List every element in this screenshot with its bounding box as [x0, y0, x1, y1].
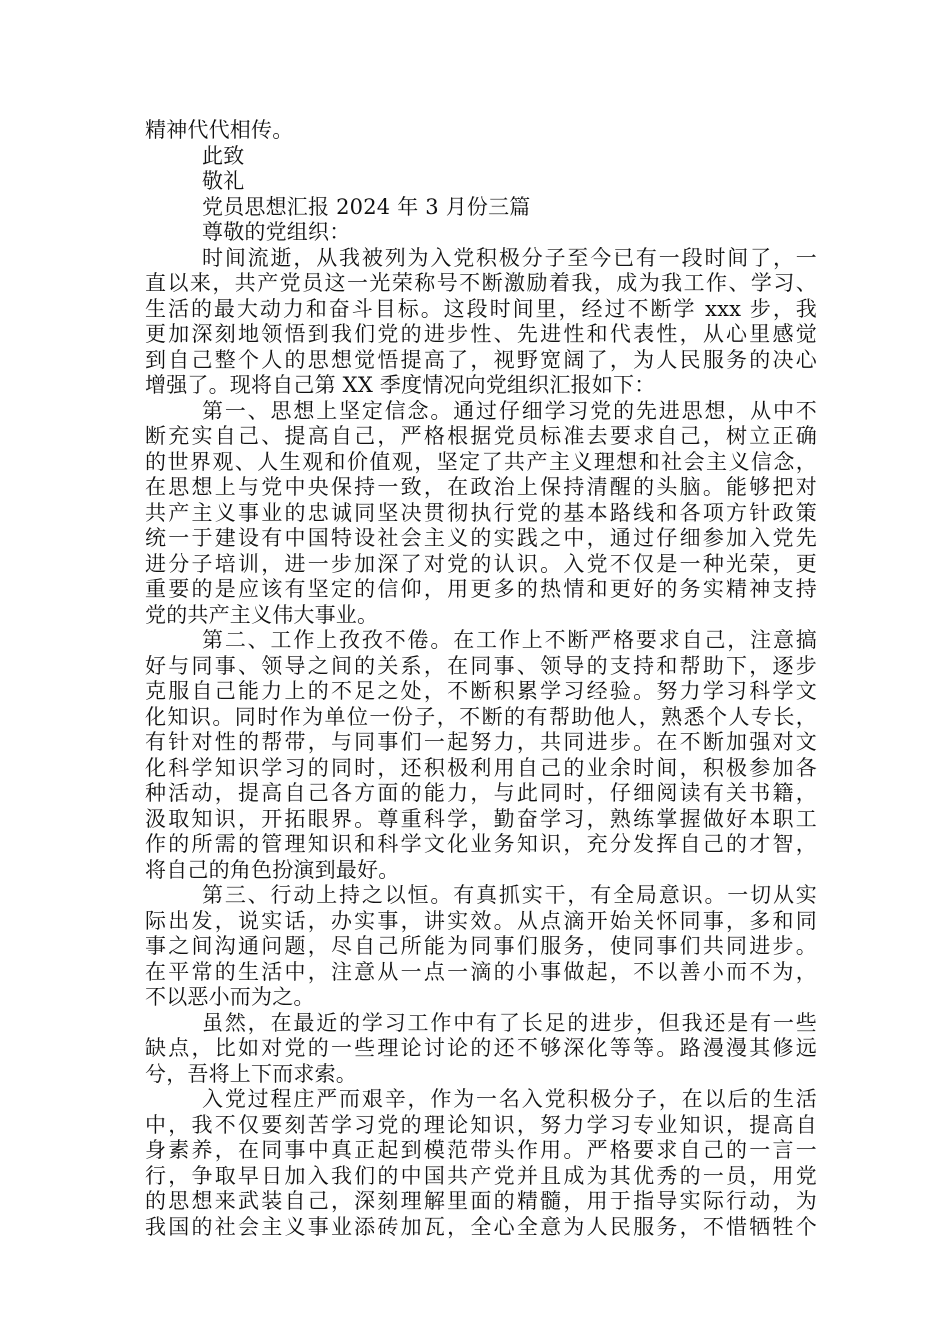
- text-line: 到自己整个人的思想觉悟提高了，视野宽阔了，为人民服务的决心: [145, 347, 817, 372]
- text-line: 第一、思想上坚定信念。通过仔细学习党的先进思想，从中不: [202, 398, 817, 423]
- text-line: 化科学知识学习的同时，还积极利用自己的业余时间，积极参加各: [145, 755, 817, 780]
- text-line: 身素养，在同事中真正起到模范带头作用。严格要求自己的一言一: [145, 1138, 817, 1162]
- document-page: [145, 118, 817, 1240]
- text-line: 种活动，提高自己各方面的能力，与此同时，仔细阅读有关书籍，: [145, 781, 817, 805]
- text-line: 际出发，说实话，办实事，讲实效。从点滴开始关怀同事，多和同: [145, 908, 817, 933]
- text-line: 更加深刻地领悟到我们党的进步性、先进性和代表性，从心里感觉: [145, 322, 817, 346]
- text-line: 的世界观、人生观和价值观，坚定了共产主义理想和社会主义信念，: [145, 449, 817, 474]
- text-line: 缺点，比如对党的一些理论讨论的还不够深化等等。路漫漫其修远: [145, 1036, 817, 1060]
- text-line: 统一于建设有中国特设社会主义的实践之中，通过仔细参加入党先: [145, 526, 817, 550]
- text-line: 党员思想汇报 2024 年 3 月份三篇: [202, 194, 531, 219]
- text-line: 中，我不仅要刻苦学习党的理论知识，努力学习专业知识，提高自: [145, 1112, 817, 1137]
- text-line: 在思想上与党中央保持一致，在政治上保持清醒的头脑。能够把对: [145, 475, 817, 499]
- text-line: 化知识。同时作为单位一份子，不断的有帮助他人，熟悉个人专长，: [145, 704, 817, 729]
- text-line: 时间流逝，从我被列为入党积极分子至今已有一段时间了，一: [202, 245, 817, 270]
- text-line: 汲取知识，开拓眼界。尊重科学，勤奋学习，熟练掌握做好本职工: [145, 806, 817, 831]
- text-line: 直以来，共产党员这一光荣称号不断激励着我，成为我工作、学习、: [145, 271, 817, 295]
- text-line: 此致: [202, 143, 245, 168]
- text-line: 断充实自己、提高自己，严格根据党员标准去要求自己，树立正确: [145, 424, 817, 448]
- text-line: 将自己的角色扮演到最好。: [145, 857, 400, 882]
- text-line: 敬礼: [202, 169, 245, 193]
- text-line: 不以恶小而为之。: [145, 985, 315, 1009]
- text-line: 尊敬的党组织：: [202, 220, 351, 244]
- text-line: 党的共产主义伟大事业。: [145, 602, 379, 627]
- text-line: 兮，吾将上下而求索。: [145, 1061, 357, 1086]
- text-line: 生活的最大动力和奋斗目标。这段时间里，经过不断学 xxx 步，我: [145, 296, 817, 321]
- text-line: 作的所需的管理知识和科学文化业务知识，充分发挥自己的才智，: [145, 832, 817, 856]
- text-line: 进分子培训，进一步加深了对党的认识。入党不仅是一种光荣，更: [145, 551, 817, 576]
- text-line: 的思想来武装自己，深刻理解里面的精髓，用于指导实际行动，为: [145, 1189, 817, 1213]
- text-line: 行，争取早日加入我们的中国共产党并且成为其优秀的一员，用党: [145, 1163, 817, 1188]
- text-line: 事之间沟通问题，尽自己所能为同事们服务，使同事们共同进步。: [145, 934, 817, 958]
- text-line: 入党过程庄严而艰辛，作为一名入党积极分子，在以后的生活: [202, 1087, 817, 1111]
- text-line: 第三、行动上持之以恒。有真抓实干，有全局意识。一切从实: [202, 883, 817, 907]
- text-line: 共产主义事业的忠诚同坚决贯彻执行党的基本路线和各项方针政策: [145, 500, 817, 525]
- text-line: 克服自己能力上的不足之处，不断积累学习经验。努力学习科学文: [145, 679, 817, 703]
- text-line: 精神代代相传。: [145, 118, 294, 142]
- text-line: 重要的是应该有坚定的信仰，用更多的热情和更好的务实精神支持: [145, 577, 817, 601]
- text-line: 好与同事、领导之间的关系，在同事、领导的支持和帮助下，逐步: [145, 653, 817, 678]
- text-line: 第二、工作上孜孜不倦。在工作上不断严格要求自己，注意搞: [202, 628, 817, 652]
- text-line: 虽然，在最近的学习工作中有了长足的进步，但我还是有一些: [202, 1010, 817, 1035]
- text-line: 在平常的生活中，注意从一点一滴的小事做起，不以善小而不为，: [145, 959, 817, 984]
- text-line: 我国的社会主义事业添砖加瓦，全心全意为人民服务，不惜牺牲个: [145, 1214, 817, 1239]
- text-line: 增强了。现将自己第 XX 季度情况向党组织汇报如下：: [145, 373, 656, 397]
- text-line: 有针对性的帮带，与同事们一起努力，共同进步。在不断加强对文: [145, 730, 817, 754]
